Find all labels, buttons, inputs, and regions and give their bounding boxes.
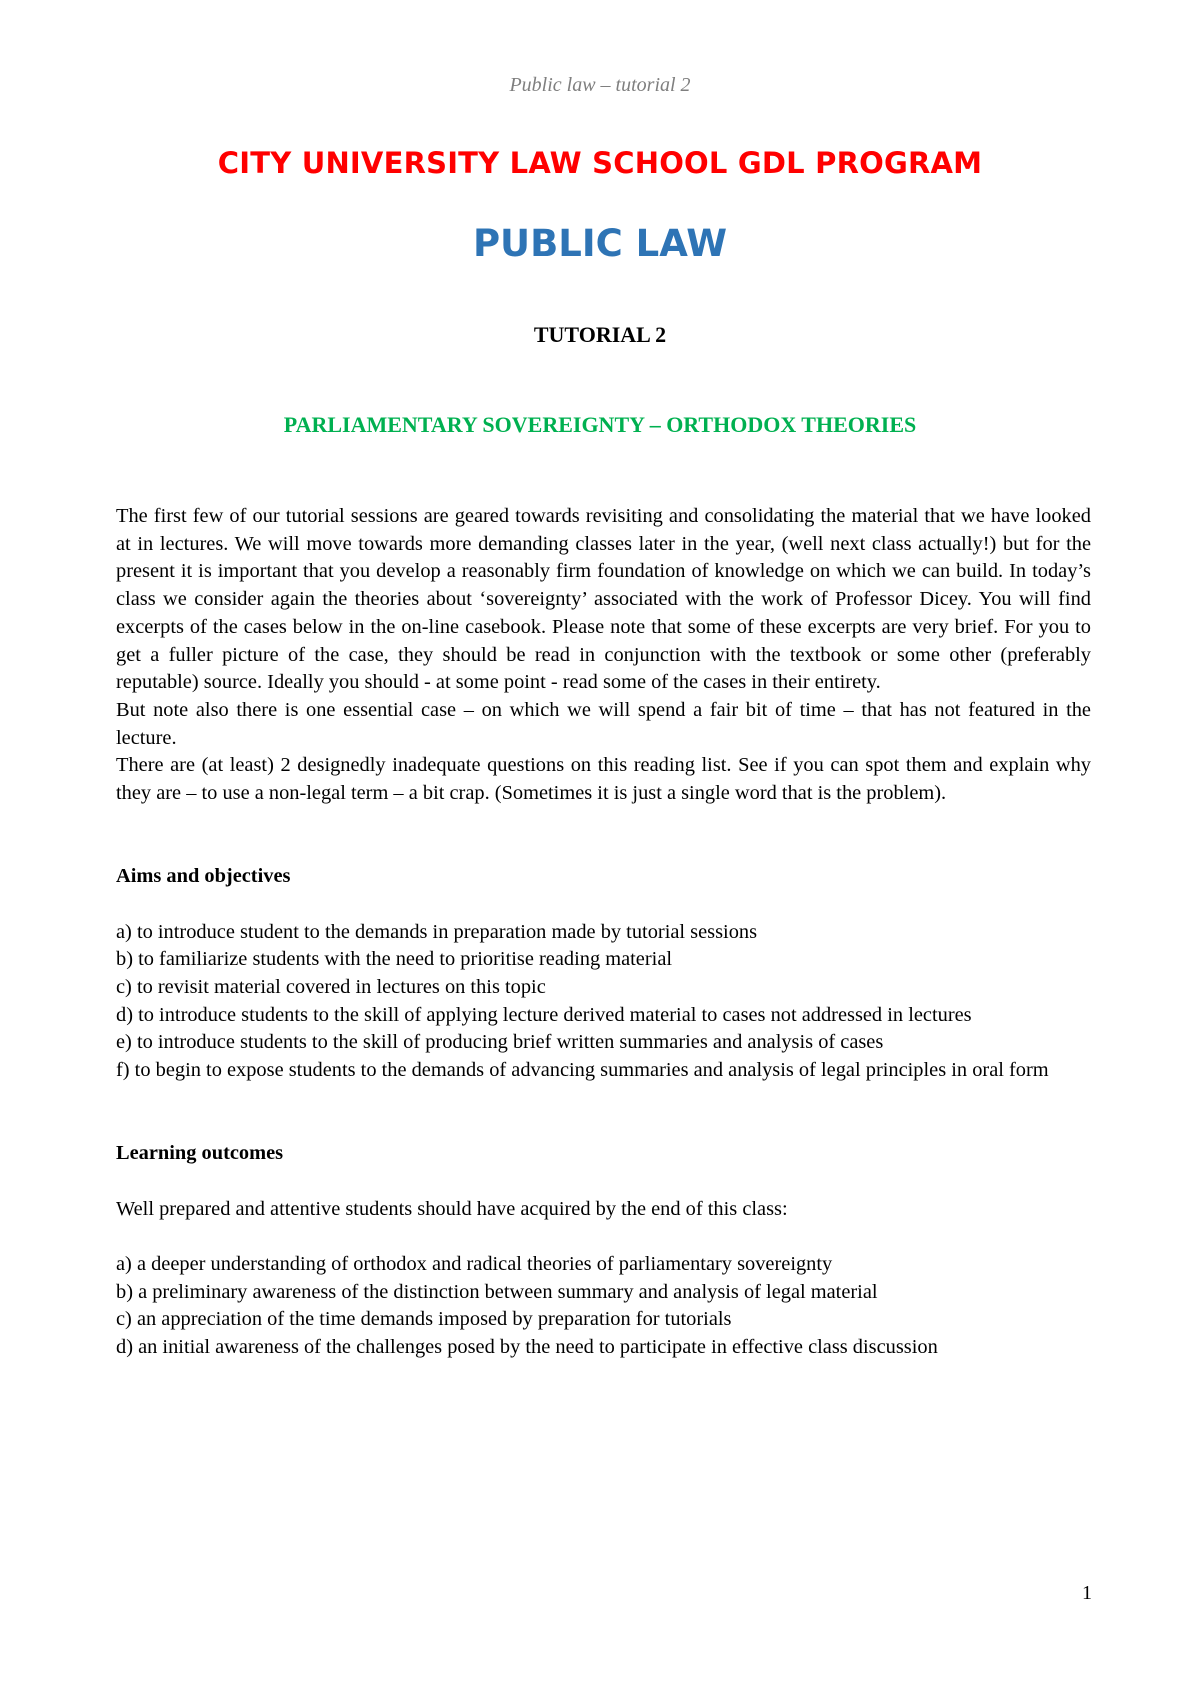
spacer: [116, 808, 1091, 863]
spacer: [116, 1085, 1091, 1140]
outcomes-heading: Learning outcomes: [116, 1142, 284, 1165]
topic-title: PARLIAMENTARY SOVEREIGNTY – ORTHODOX THEORIES: [283, 412, 917, 437]
intro-paragraph-1: The first few of our tutorial sessions are geared towards revisiting and consolidating the material that we have looked at in lectures. We will move towards more demanding classes later in the year, (well next class actually!) but for the present it is important that you develop a reasonably firm foundation of knowledge on which we can build. In today’s class we consider again the theories about ‘sovereignty’ associated with the work of Professor Dicey. You will find excerpts of the cases below in the on-line casebook. Please note that some of these excerpts are very brief. For you to get a fuller picture of the case, they should be read in conjunction with the textbook or some other (preferably reputable) source. Ideally you should - at some point - read some of the cases in their entirety.: [116, 505, 1091, 694]
aims-heading: Aims and objectives: [116, 865, 291, 888]
aims-item: d) to introduce students to the skill of applying lecture derived material to cases not addressed in lectures: [116, 1003, 972, 1026]
intro-paragraph-2: But note also there is one essential case – on which we will spend a fair bit of time – that has not featured in the lecture.: [116, 698, 1091, 749]
page-number: 1: [1082, 1582, 1092, 1604]
outcomes-item: b) a preliminary awareness of the distinction between summary and analysis of legal material: [116, 1280, 878, 1303]
spacer: [116, 891, 1091, 919]
aims-item: e) to introduce students to the skill of producing brief written summaries and analysis of cases: [116, 1031, 884, 1054]
aims-item: b) to familiarize students with the need to prioritise reading material: [116, 948, 673, 971]
institution-title: CITY UNIVERSITY LAW SCHOOL GDL PROGRAM: [217, 146, 983, 180]
outcomes-item: a) a deeper understanding of orthodox and radical theories of parliamentary sovereignty: [116, 1252, 833, 1275]
tutorial-number: TUTORIAL 2: [533, 322, 667, 347]
intro-paragraph-3: There are (at least) 2 designedly inadequate questions on this reading list. See if you can spot them and explain why they are – to use a non-legal term – a bit crap. (Sometimes it is just a single word that is the problem).: [116, 754, 1091, 805]
subject-title: PUBLIC LAW: [472, 222, 728, 265]
document-body: [116, 503, 1091, 1362]
outcomes-intro: Well prepared and attentive students should have acquired by the end of this class:: [116, 1197, 788, 1220]
aims-item: f) to begin to expose students to the demands of advancing summaries and analysis of legal principles in oral form: [116, 1059, 1049, 1082]
outcomes-item: c) an appreciation of the time demands imposed by preparation for tutorials: [116, 1308, 732, 1331]
outcomes-item: d) an initial awareness of the challenges posed by the need to participate in effective class discussion: [116, 1336, 938, 1359]
aims-item: a) to introduce student to the demands in preparation made by tutorial sessions: [116, 920, 758, 943]
spacer: [116, 1168, 1091, 1196]
aims-item: c) to revisit material covered in lectures on this topic: [116, 975, 546, 998]
running-header: Public law – tutorial 2: [509, 74, 691, 96]
spacer: [116, 1223, 1091, 1251]
